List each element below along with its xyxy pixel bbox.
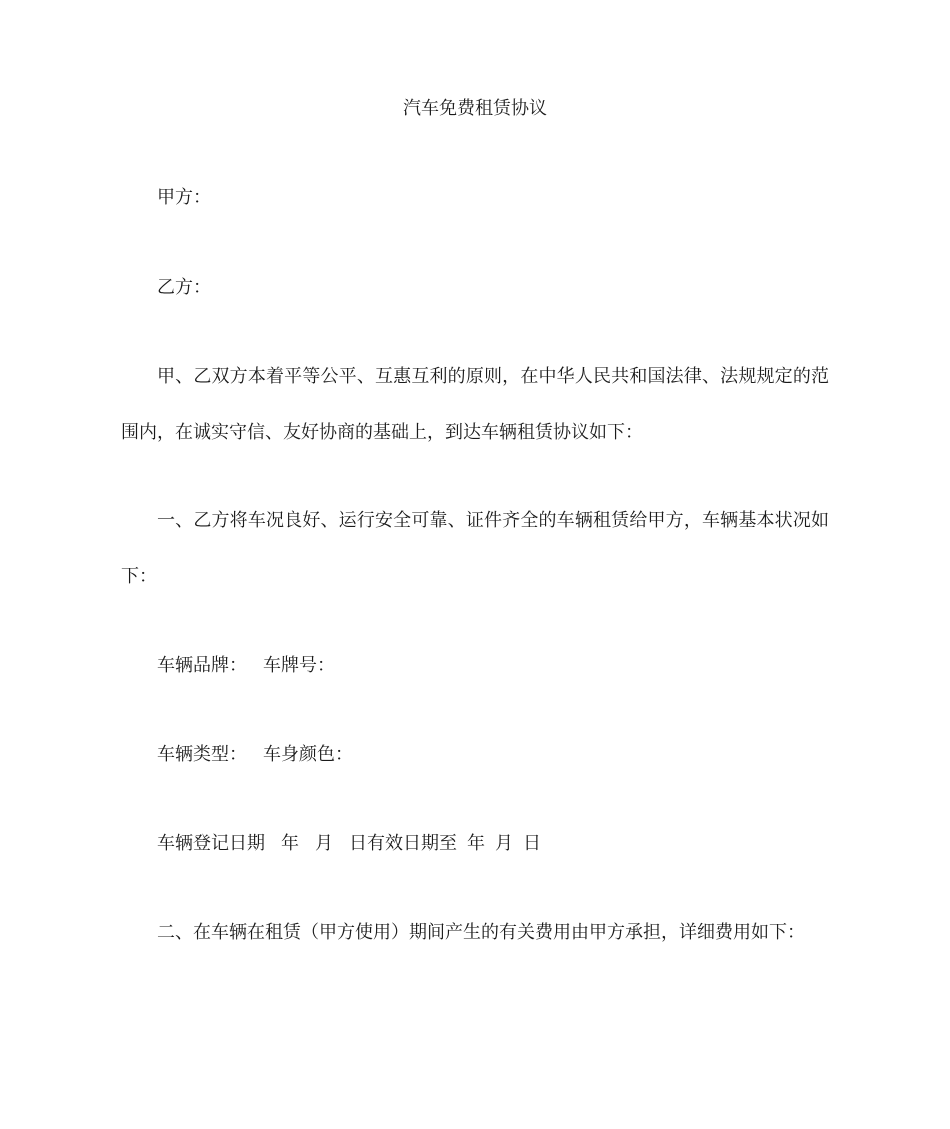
clause1-line-2: 下：	[121, 566, 157, 587]
vehicle-type-label: 车辆类型：	[157, 744, 247, 765]
valid-until-label: 日有效日期至	[349, 833, 457, 854]
registration-date-row	[157, 832, 541, 856]
registration-year: 年	[281, 833, 299, 854]
registration-date-label: 车辆登记日期	[157, 833, 265, 854]
valid-until-year: 年	[467, 833, 485, 854]
vehicle-brand-plate-row	[157, 654, 335, 678]
valid-until-day: 日	[523, 833, 541, 854]
intro-line-2: 围内，在诚实守信、友好协商的基础上，到达车辆租赁协议如下：	[121, 422, 643, 443]
clause1-line-1: 一、乙方将车况良好、运行安全可靠、证件齐全的车辆租赁给甲方，车辆基本状况如	[157, 510, 829, 531]
document-title: 汽车免费租赁协议	[403, 98, 547, 119]
party-b-label: 乙方：	[157, 277, 211, 298]
vehicle-type-color-row	[157, 743, 353, 767]
registration-month: 月	[315, 833, 333, 854]
body-color-label: 车身颜色：	[263, 744, 353, 765]
vehicle-brand-label: 车辆品牌：	[157, 655, 247, 676]
plate-number-label: 车牌号：	[263, 655, 335, 676]
valid-until-month: 月	[495, 833, 513, 854]
party-a-label: 甲方：	[157, 187, 211, 208]
clause2-line-1: 二、在车辆在租赁（甲方使用）期间产生的有关费用由甲方承担，详细费用如下：	[157, 922, 805, 943]
intro-line-1: 甲、乙双方本着平等公平、互惠互利的原则，在中华人民共和国法律、法规规定的范	[157, 366, 829, 387]
